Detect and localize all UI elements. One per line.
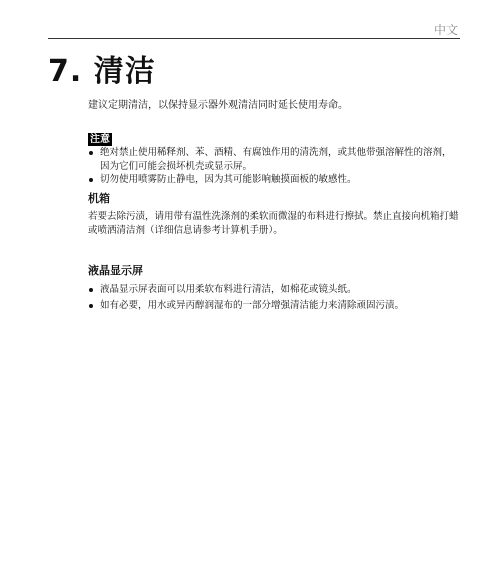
lcd-item-text: 液晶显示屏表面可以用柔软布料进行清洁，如棉花或镜头纸。: [100, 284, 357, 295]
bullet-icon: [89, 151, 93, 155]
chassis-section: [88, 190, 460, 238]
chassis-text: 若要去除污渍，请用带有温性洗涤剂的柔软而微湿的布料进行擦拭。禁止直接向机箱打蜡或喷洒清洁剂（详细信息请参考计算机手册）。: [88, 211, 459, 236]
lcd-section: [88, 262, 460, 314]
header-rule: [48, 38, 460, 39]
note-list: [88, 146, 460, 187]
language-tag: 中文: [433, 23, 458, 37]
intro-paragraph: 建议定期清洁，以保持显示器外观清洁同时延长使用寿命。: [88, 100, 348, 111]
bullet-icon: [89, 288, 93, 292]
lcd-list: [88, 282, 460, 314]
chassis-title: 机箱: [88, 192, 110, 205]
chapter-title: 7. 清洁: [48, 54, 156, 89]
bullet-icon: [89, 304, 93, 308]
note-item-text: 绝对禁止使用稀释剂、苯、酒精、有腐蚀作用的清洗剂，或其他带强溶解性的溶剂，因为它们可能会损坏机壳或显示屏。: [100, 147, 452, 172]
lcd-item-text: 如有必要，用水或异丙醇润湿布的一部分增强清洁能力来清除顽固污渍。: [100, 300, 405, 311]
lcd-title: 液晶显示屏: [88, 264, 143, 277]
lcd-item: [88, 298, 460, 314]
note-item: [88, 146, 460, 173]
note-item-text: 切勿使用喷雾防止静电，因为其可能影响触摸面板的敏感性。: [100, 174, 357, 185]
note-label: 注意: [90, 134, 110, 145]
bullet-icon: [89, 178, 93, 182]
note-item: [88, 173, 460, 187]
note-block: [88, 127, 460, 187]
lcd-item: [88, 282, 460, 298]
